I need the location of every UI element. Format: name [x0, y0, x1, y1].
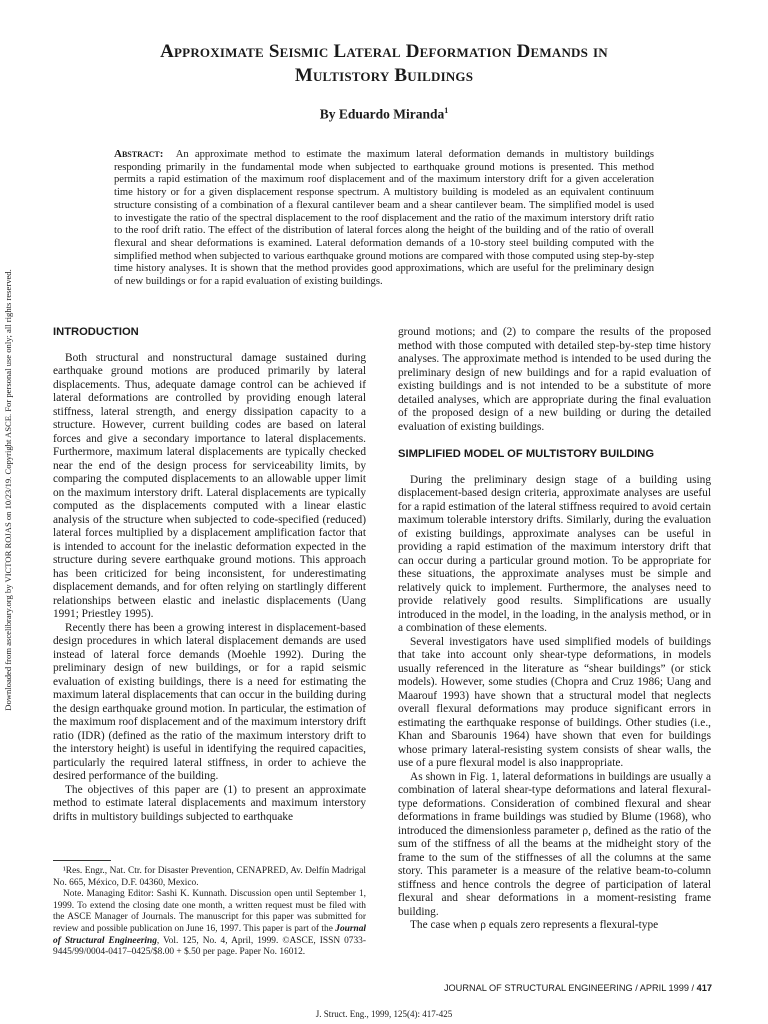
right-continuation-paragraph: ground motions; and (2) to compare the results of the proposed method with those computed with detailed step-by-step time history analyses. The approximate method is intended to be used during the preliminary design of new buildings and for a rapid evaluation of existing buildings and is not intended to be a substitute of more detailed analyses, which are appropriate during the final evaluation of the proposed design of a new building or during the detailed evaluation of existing buildings.	[398, 326, 711, 433]
section-heading-introduction: INTRODUCTION	[53, 326, 139, 338]
title-line-2: Multistory Buildings	[294, 65, 474, 86]
paper-title	[60, 40, 708, 88]
footnote-journal-name: Journal of Structural Engineering	[53, 923, 366, 946]
page-number: 417	[696, 983, 712, 993]
author-line	[60, 106, 708, 123]
right-paragraph: Several investigators have used simplified models of buildings that take into account only shear-type deformations, in models usually referenced in the literature as “shear buildings” (or stick models). However, some studies (Chopra and Cruz 1986; Uang and Maarouf 1993) have shown that a structural model that neglects overall flexural deformations may produce significant errors in estimating the earthquake response of buildings. Other studies (i.e., Khan and Sbarounis 1964) have shown that even for buildings whose primary lateral-resisting system consists of shear walls, the use of a pure flexural model is also inappropriate.	[398, 635, 711, 769]
left-paragraph: Recently there has been a growing interest in displacement-based design procedures in which lateral displacement demands are used instead of lateral force demands (Moehle 1992). During the preliminary design of new buildings, or for a rapid seismic evaluation of existing buildings, there is a need for estimating the maximum lateral displacements that can occur in the building during the design earthquake ground motion. In particular, the estimation of the maximum roof displacement and of the maximum interstory drift ratio (IDR) (defined as the ratio of the maximum interstory drift to the interstory height) is useful in identifying the required capacities, particularly the required lateral stiffness, in order to achieve the desired performance of the building.	[53, 621, 366, 782]
section-heading-simplified-model: SIMPLIFIED MODEL OF MULTISTORY BUILDING	[398, 448, 655, 460]
author-footnote-mark: 1	[444, 106, 449, 115]
citation-line: J. Struct. Eng., 1999, 125(4): 417-425	[315, 1009, 453, 1019]
footnote-note-start: Note. Managing Editor: Sashi K. Kunnath. Discussion open until September 1, 1999. To extend the closing date one month, a written request must be filed with the ASCE Manager of Journals. The manuscript for this paper was submitted for review and possible publication on June 16, 1997. This paper is part of the	[53, 889, 366, 934]
footnote-note	[53, 889, 366, 959]
left-paragraph: The objectives of this paper are (1) to present an approximate method to estimate lateral displacements and maximum interstory drifts in multistory buildings subjected to earthquake	[53, 783, 366, 823]
download-notice-text: Downloaded from ascelibrary.org by VICTOR ROJAS on 10/23/19. Copyright ASCE. For personal use only; all rights reserved.	[3, 269, 13, 711]
footnote-affiliation: ¹Res. Engr., Nat. Ctr. for Disaster Prevention, CENAPRED, Av. Delfín Madrigal No. 665, México, D.F. 04360, Mexico.	[53, 866, 366, 888]
footnote-note-end: , Vol. 125, No. 4, April, 1999. ©ASCE, ISSN 0733-9445/99/0004-0417–0425/$8.00 + $.50 per page. Paper No. 16012.	[53, 935, 366, 958]
footnotes	[53, 866, 366, 959]
download-notice	[0, 240, 16, 740]
right-paragraph: The case when ρ equals zero represents a flexural-type	[410, 919, 659, 931]
abstract	[114, 148, 654, 289]
right-paragraph: As shown in Fig. 1, lateral deformations in buildings are usually a combination of lateral shear-type deformations and lateral flexural-type deformations. Consideration of combined flexural and shear deformations in frame buildings was studied by Blume (1968), who introduced the dimensionless parameter ρ, defined as the ratio of the sum of the stiffness of all the beams at the midheight story of the frame to the sum of the stiffnesses of all the columns at the same story. This parameter is a measure of the relative beam-to-column stiffness and hence controls the degree of participation of lateral flexural and shear deformations in a moment-resisting frame building.	[398, 770, 711, 918]
right-column	[398, 326, 711, 933]
author-name: By Eduardo Miranda	[319, 106, 445, 122]
footnote-rule	[53, 860, 111, 861]
abstract-text: An approximate method to estimate the maximum lateral deformation demands in multistory buildings responding primarily in the fundamental mode when subjected to earthquake ground motions is presented. This method permits a rapid estimation of the maximum roof displacement and of the maximum interstory drift for a given acceleration time history or for a given displacement response spectrum. A multistory building is modeled as an equivalent continuum structure consisting of a combination of a flexural cantilever beam and a shear cantilever beam. The simplified model is used to investigate the ratio of the spectral displacement to the roof displacement and the ratio of the maximum interstory drift ratio to the roof drift ratio. The effect of the distribution of lateral forces along the height of the building and of the ratio of overall flexural and shear deformations is examined. Lateral deformation demands of a 10-story steel building computed with the simplified method when subjected to various earthquake ground motions are compared with those computed using step-by-step time history analyses. It is shown that the method provides good approximations, which are useful for the preliminary design of new buildings or for a rapid evaluation of existing buildings.	[114, 149, 654, 288]
running-footer	[398, 983, 712, 993]
left-paragraph: Both structural and nonstructural damage sustained during earthquake ground motions are produced primarily by lateral displacements. Thus, adequate damage control can be achieved if lateral deformations are controlled by providing enough lateral stiffness, lateral strength, and energy dissipation capacity to a structure. However, current building codes are based on lateral forces and give a secondary importance to lateral displacements. Furthermore, maximum lateral displacements are typically checked near the end of the design process for serviceability limits, by comparing the computed displacements to an allowable upper limit on the maximum interstory drift. Lateral displacements are typically computed as the displacements computed with a linear elastic analysis of the structure when subjected to code-specified (reduced) lateral forces multiplied by a displacement amplification factor that is intended to account for the inelastic deformation expected in the structure during severe earthquake ground motions. This approach has been criticized for being inconsistent, for underestimating displacement demands, and for often relying on startlingly different relationships between elastic and inelastic displacements (Uang 1991; Priestley 1995).	[53, 351, 366, 620]
title-line-1: Approximate Seismic Lateral Deformation Demands in	[160, 41, 608, 62]
right-paragraph: During the preliminary design stage of a building using displacement-based design criteria, approximate analyses are useful for a rapid estimation of the lateral stiffness required to avoid certain maximum tolerable interstory drifts. Similarly, during the evaluation of existing buildings, approximate analyses can be useful in providing a rapid estimation of the maximum interstory drift that can occur during a particular ground motion. To be appropriate for these situations, the approximate analyses must be simple and relatively quick to implement. Furthermore, the analyses need to provide relatively good results. Simplifications are usually introduced in the model, in the loading, in the analysis method, or in a combination of these elements.	[398, 473, 711, 634]
running-footer-text: JOURNAL OF STRUCTURAL ENGINEERING / APRIL 1999 /	[443, 983, 697, 993]
abstract-label: Abstract:	[114, 148, 164, 160]
left-column	[53, 326, 366, 824]
